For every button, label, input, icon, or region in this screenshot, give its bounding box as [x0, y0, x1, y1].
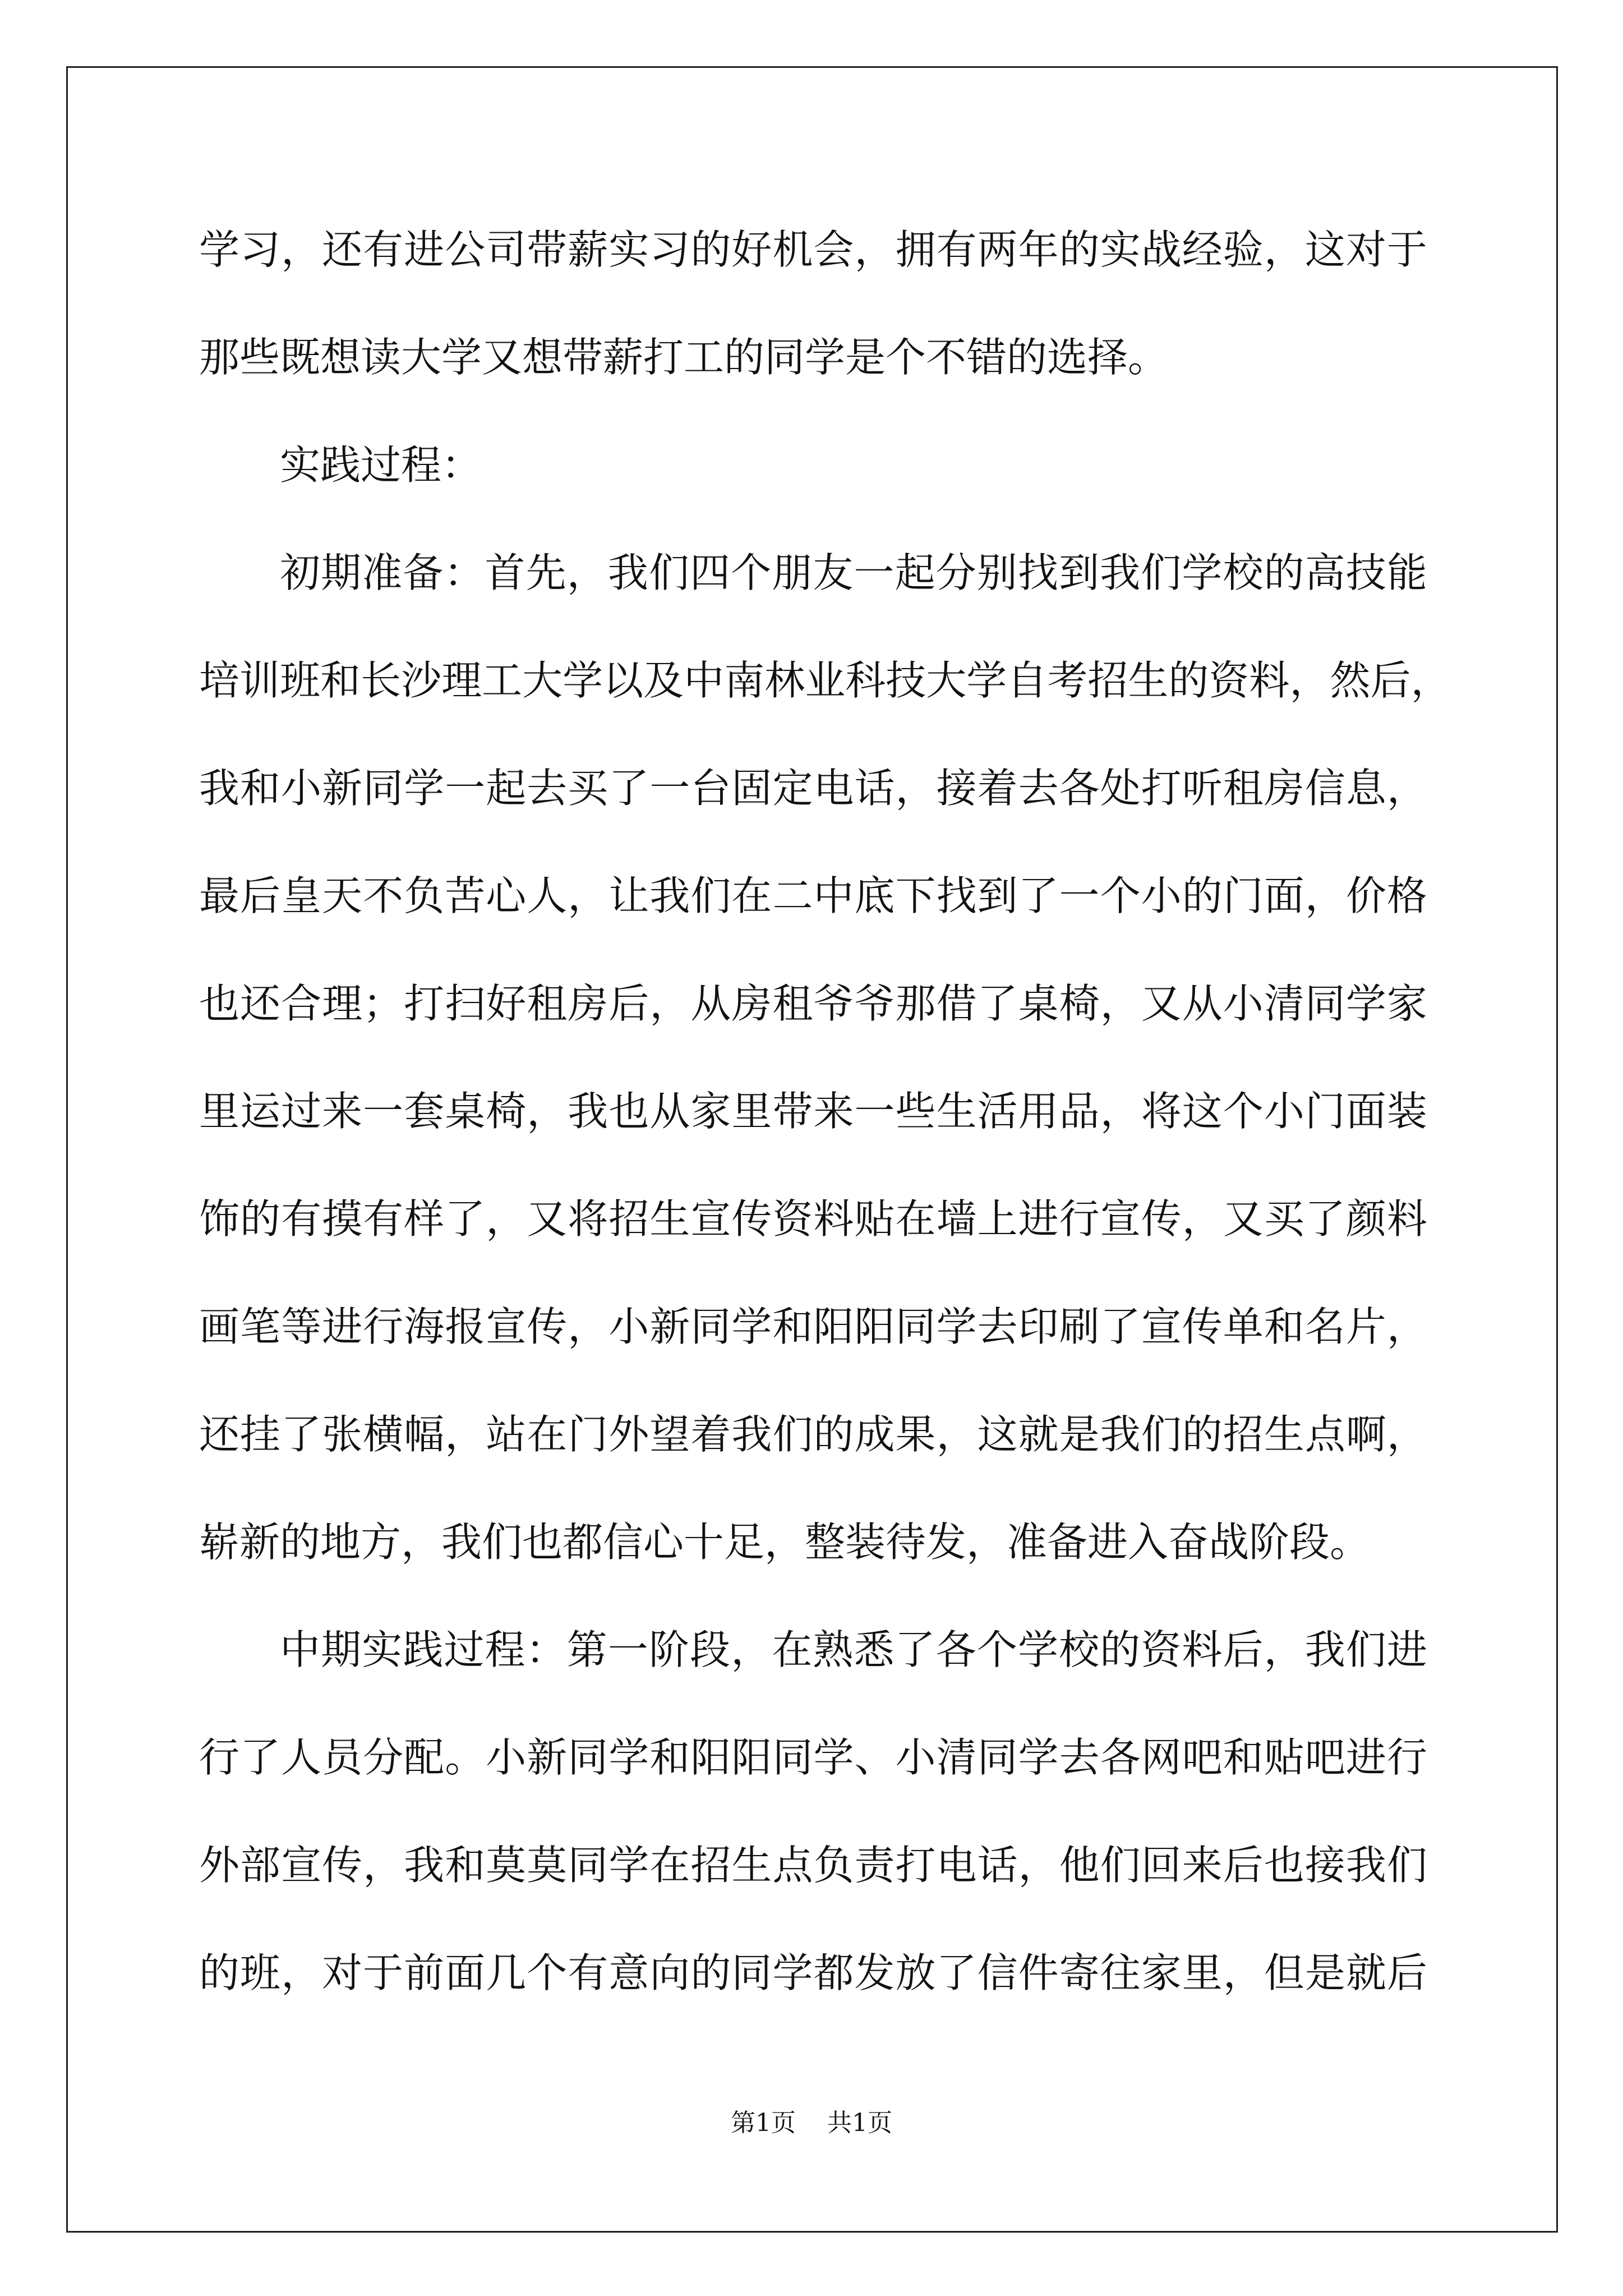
text-line: 实践过程： [280, 441, 482, 489]
text-line: 的 班 ， 对 于 前 面 几 个 有 意 向 的 同 学 都 发 放 了 信 件 寄 往 家 里 ， 但 是 就 后 [199, 1949, 1427, 1996]
page-number: 第1页 [731, 2109, 796, 2137]
text-line: 还 挂 了 张 横 幅 ， 站 在 门 外 望 着 我 们 的 成 果 ， 这 就 是 我 们 的 招 生 点 啊 ， [199, 1411, 1427, 1458]
text-line: 外 部 宣 传 ， 我 和 莫 莫 同 学 在 招 生 点 负 责 打 电 话 ， 他 们 回 来 后 也 接 我 们 [199, 1842, 1427, 1889]
text-line: 里 运 过 来 一 套 桌 椅 ， 我 也 从 家 里 带 来 一 些 生 活 用 品 ， 将 这 个 小 门 面 装 [199, 1088, 1427, 1135]
text-line: 我 和 小 新 同 学 一 起 去 买 了 一 台 固 定 电 话 ， 接 着 去 各 处 打 听 租 房 信 息 ， [199, 765, 1427, 812]
text-line: 初 期 准 备 ： 首 先 ， 我 们 四 个 朋 友 一 起 分 别 找 到 我 们 学 校 的 高 技 能 [280, 549, 1427, 596]
text-line: 画 笔 等 进 行 海 报 宣 传 ， 小 新 同 学 和 阳 阳 同 学 去 印 刷 了 宣 传 单 和 名 片 ， [199, 1303, 1427, 1350]
text-line: 崭新的地方，我们也都信心十足，整装待发，准备进入奋战阶段。 [199, 1519, 1371, 1566]
page-total: 共1页 [827, 2109, 892, 2137]
text-line: 培 训 班 和 长 沙 理 工 大 学 以 及 中 南 林 业 科 技 大 学 自 考 招 生 的 资 料 ， 然 后 ， [199, 657, 1451, 704]
document-body [199, 208, 1451, 2039]
text-line: 行 了 人 员 分 配 。 小 新 同 学 和 阳 阳 同 学 、 小 清 同 学 去 各 网 吧 和 贴 吧 进 行 [199, 1734, 1427, 1781]
text-line: 中 期 实 践 过 程 ： 第 一 阶 段 ， 在 熟 悉 了 各 个 学 校 的 资 料 后 ， 我 们 进 [280, 1626, 1427, 1673]
text-line: 那些既想读大学又想带薪打工的同学是个不错的选择。 [199, 334, 1169, 381]
text-line: 饰 的 有 摸 有 样 了 ， 又 将 招 生 宣 传 资 料 贴 在 墙 上 进 行 宣 传 ， 又 买 了 颜 料 [199, 1195, 1427, 1243]
text-line: 最 后 皇 天 不 负 苦 心 人 ， 让 我 们 在 二 中 底 下 找 到 了 一 个 小 的 门 面 ， 价 格 [199, 872, 1427, 919]
page-footer [0, 2106, 1623, 2140]
text-line: 也 还 合 理 ； 打 扫 好 租 房 后 ， 从 房 租 爷 爷 那 借 了 桌 椅 ， 又 从 小 清 同 学 家 [199, 980, 1427, 1027]
text-line: 学 习 ， 还 有 进 公 司 带 薪 实 习 的 好 机 会 ， 拥 有 两 年 的 实 战 经 验 ， 这 对 于 [199, 226, 1427, 273]
